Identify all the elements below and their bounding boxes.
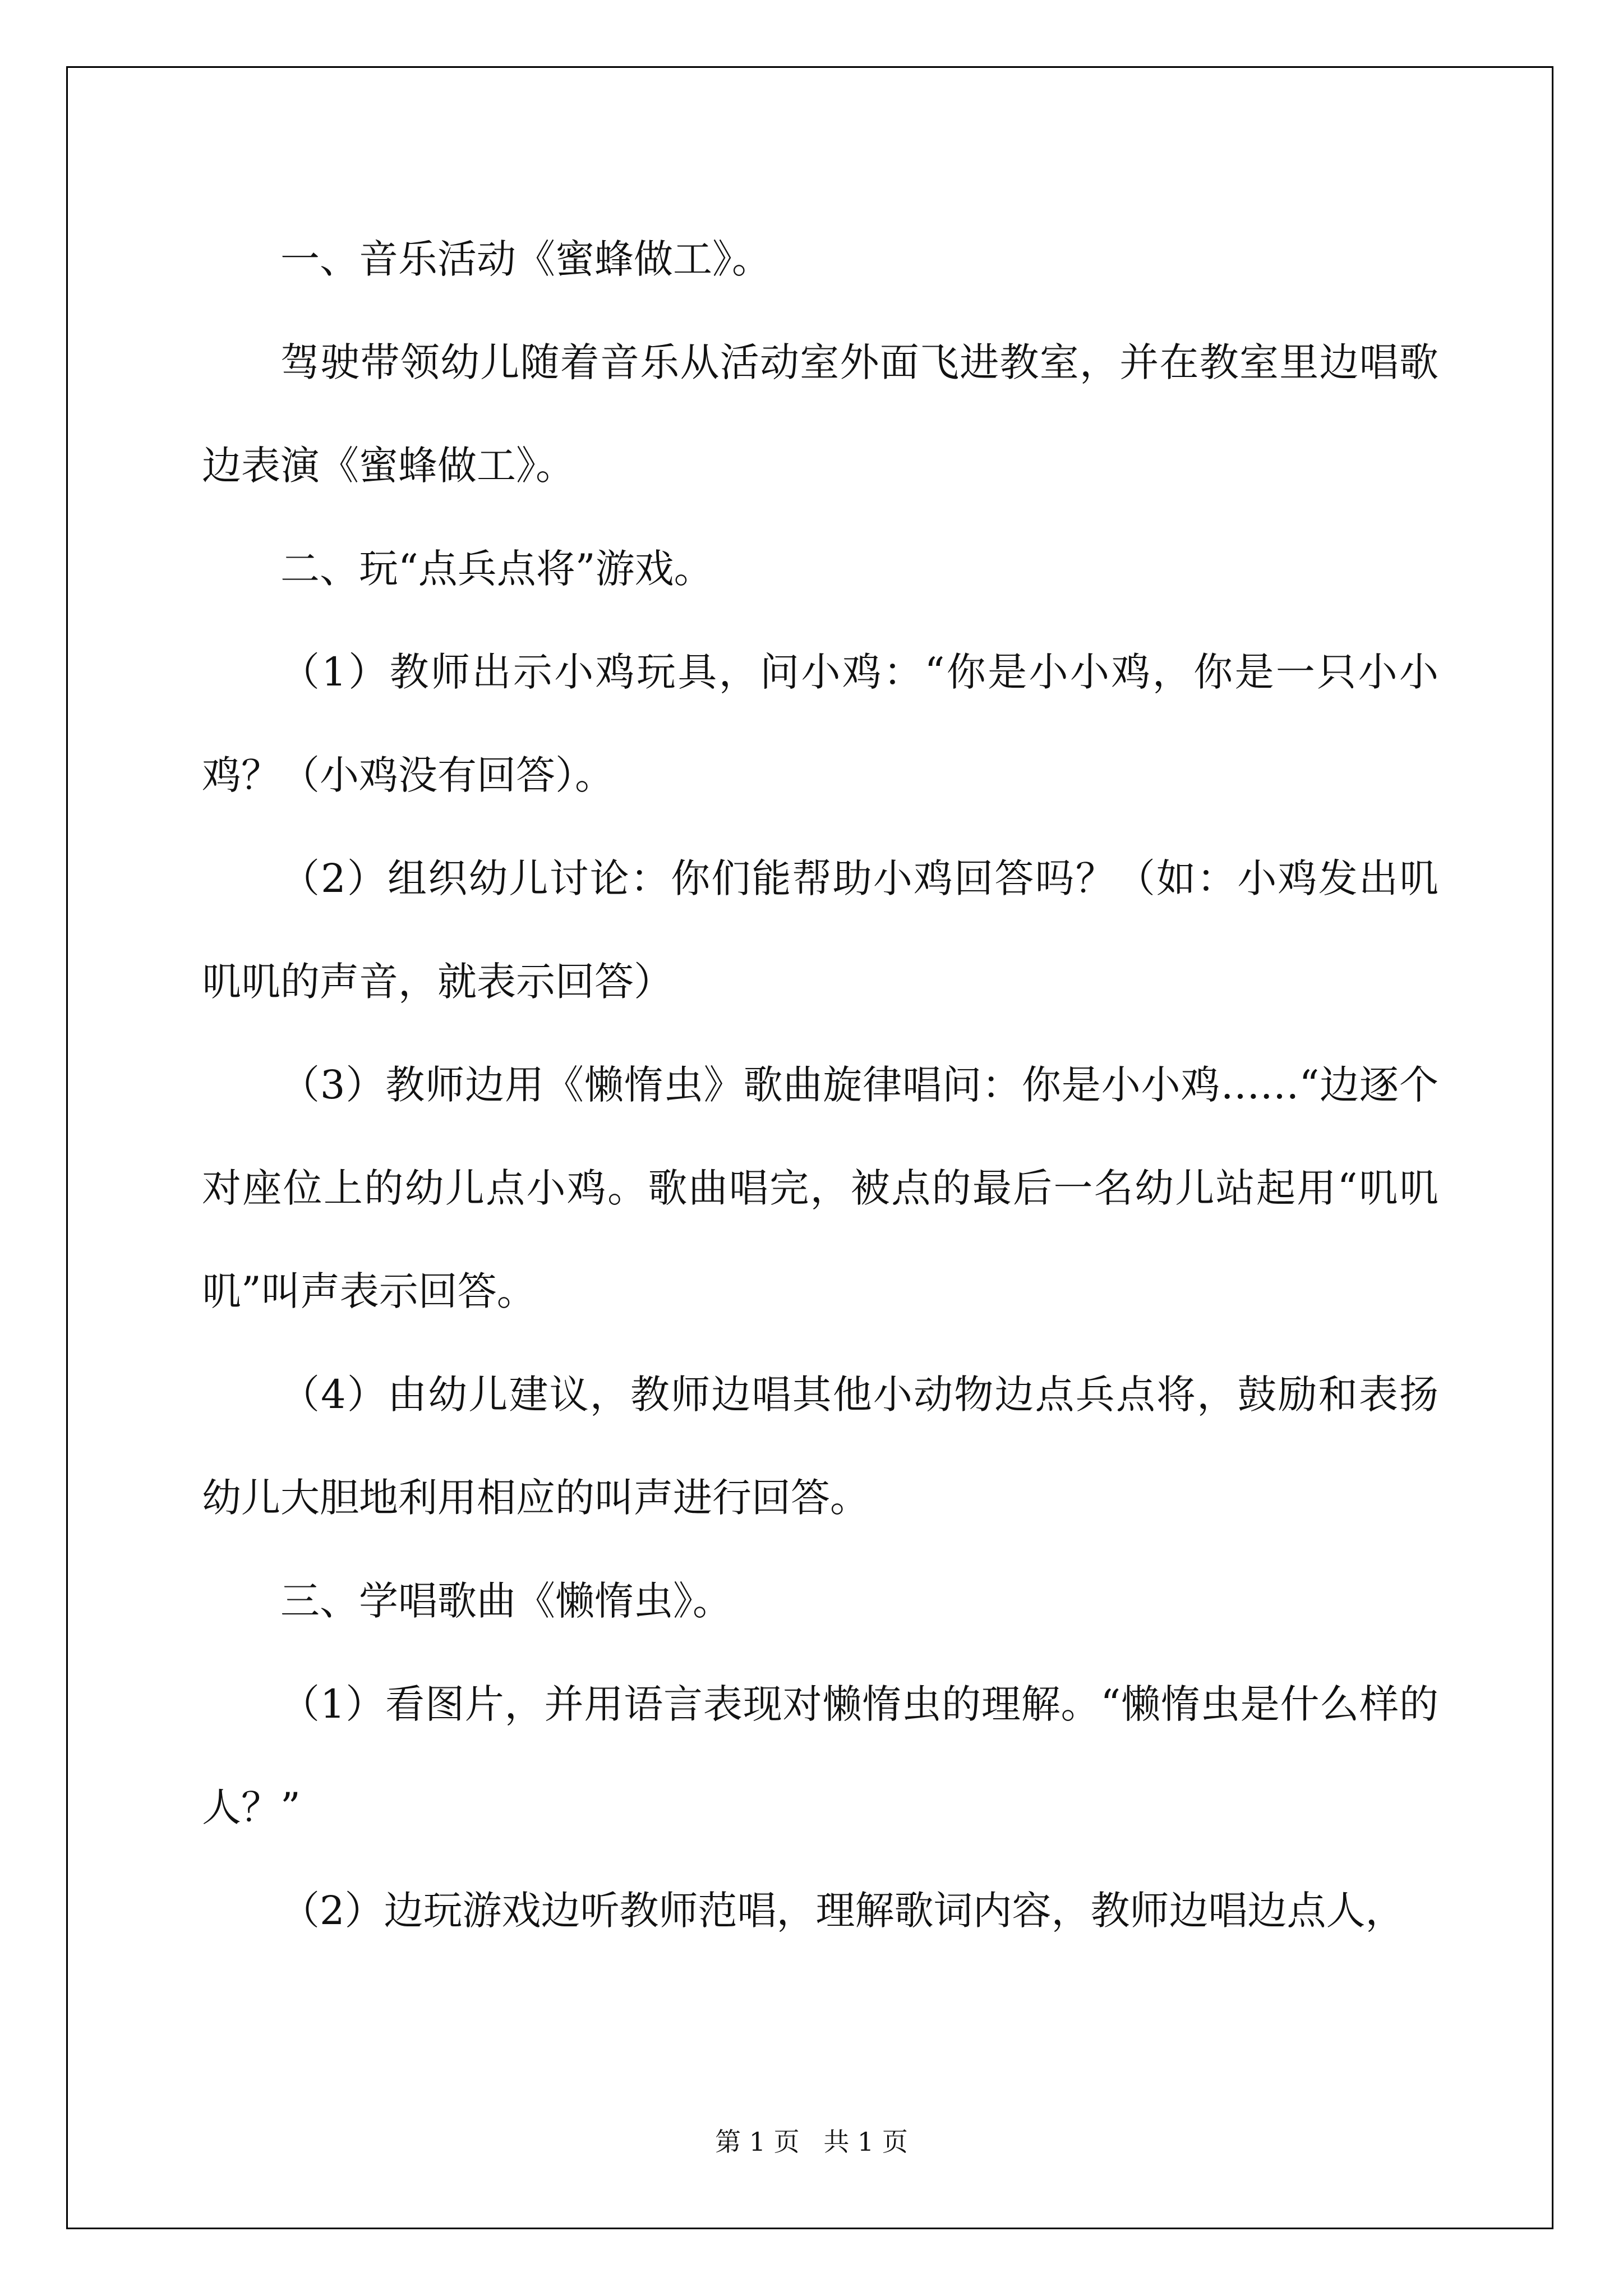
paragraph-5: （2）组织幼儿讨论：你们能帮助小鸡回答吗？（如：小鸡发出叽叽叽的声音，就表示回答）: [202, 855, 1438, 1005]
paragraph-8: 三、学唱歌曲《懒惰虫》。: [280, 1578, 732, 1624]
page-number: 第 1 页: [715, 2127, 800, 2157]
document-body: [202, 208, 1438, 1962]
paragraph-10: （2）边玩游戏边听教师范唱，理解歌词内容，教师边唱边点人，: [280, 1888, 1405, 1934]
paragraph-6: （3）教师边用《懒惰虫》歌曲旋律唱问：你是小小鸡……“边逐个对座位上的幼儿点小鸡。歌曲唱完，被点的最后一名幼儿站起用“叽叽叽”叫声表示回答。: [202, 1062, 1438, 1314]
paragraph-2: 驾驶带领幼儿随着音乐从活动室外面飞进教室，并在教室里边唱歌边表演《蜜蜂做工》。: [202, 339, 1438, 489]
page-total: 共 1 页: [823, 2127, 908, 2157]
paragraph-7: （4）由幼儿建议，教师边唱其他小动物边点兵点将，鼓励和表扬幼儿大胆地利用相应的叫声进行回答。: [202, 1372, 1438, 1521]
paragraph-3: 二、玩“点兵点将”游戏。: [280, 546, 713, 592]
paragraph-9: （1）看图片，并用语言表现对懒惰虫的理解。“懒惰虫是什么样的人？”: [202, 1681, 1438, 1830]
paragraph-4: （1）教师出示小鸡玩具，问小鸡：“你是小小鸡，你是一只小小鸡？（小鸡没有回答）。: [202, 649, 1438, 798]
paragraph-1: 一、音乐活动《蜜蜂做工》。: [280, 236, 771, 282]
page-footer: [0, 2122, 1623, 2159]
